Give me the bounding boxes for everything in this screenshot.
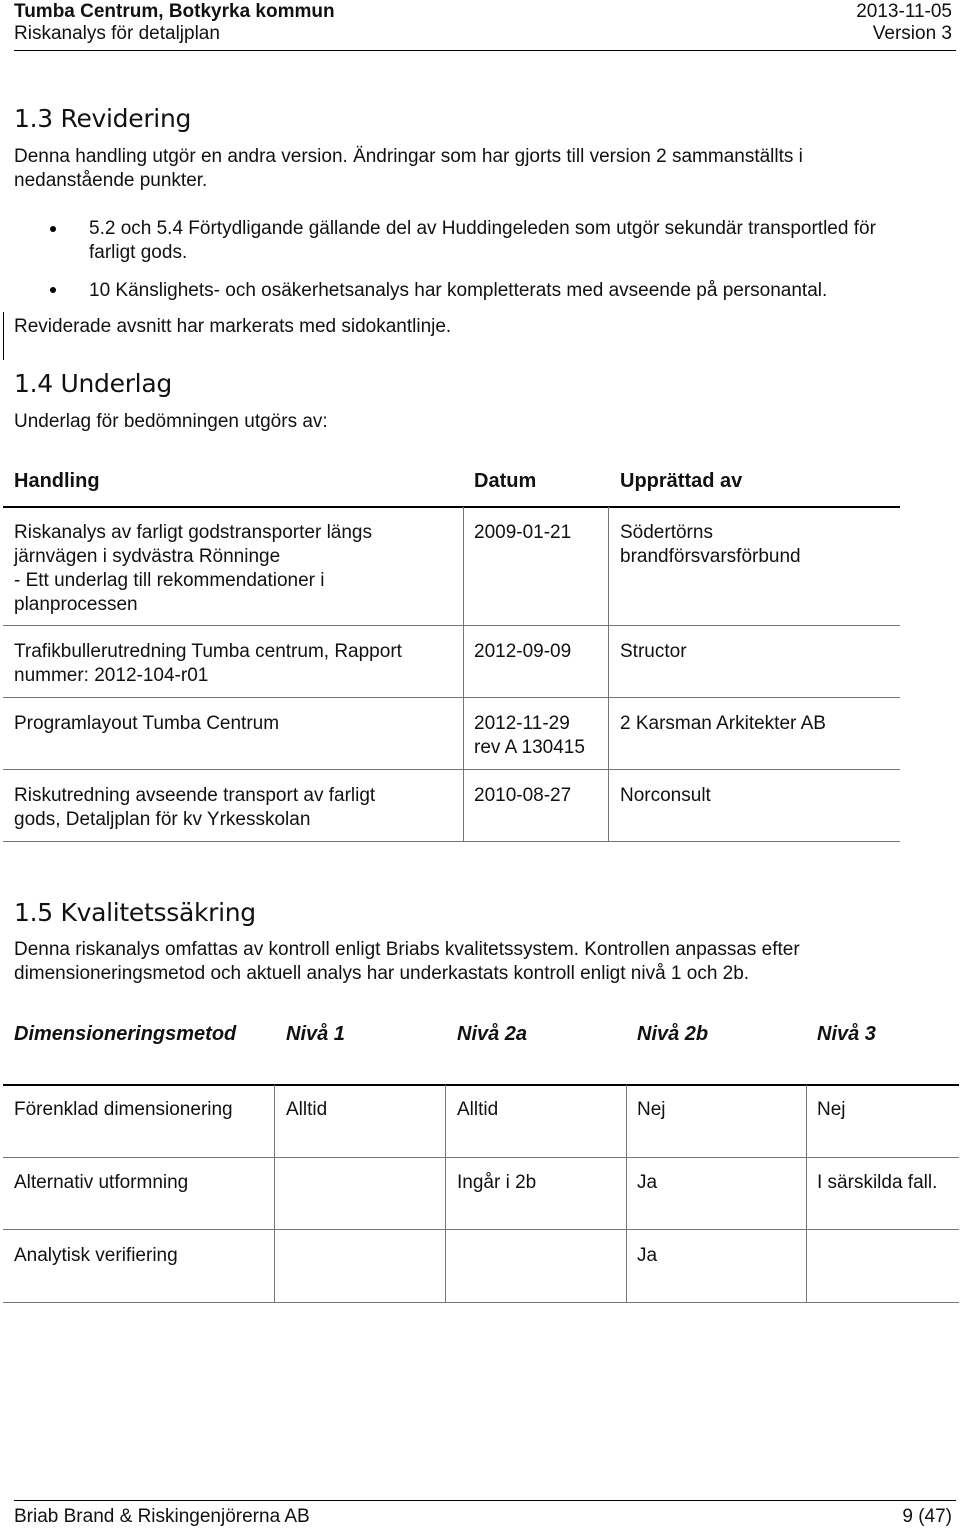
table-cell-upprattad: Södertörns brandförsvarsförbund xyxy=(620,522,801,567)
header-version: Version 3 xyxy=(872,23,952,44)
table-row-divider xyxy=(3,697,900,698)
header-date: 2013-11-05 xyxy=(856,1,952,22)
col-header-datum: Datum xyxy=(474,470,537,492)
table-cell-niva-3: I särskilda fall. xyxy=(817,1172,938,1193)
table-column-divider xyxy=(626,1085,627,1303)
table-cell-datum: 2012-09-09 xyxy=(474,641,572,662)
table-cell-niva-2b: Ja xyxy=(637,1245,658,1266)
col-header-niva-1: Nivå 1 xyxy=(286,1023,345,1045)
table-cell-niva-1: Alltid xyxy=(286,1099,328,1120)
bullet-icon xyxy=(50,287,56,293)
revision-bullet-1-line2: farligt gods. xyxy=(89,242,188,263)
table-row-divider xyxy=(3,1157,959,1158)
table-header-rule xyxy=(3,506,900,508)
col-header-handling: Handling xyxy=(14,470,100,492)
header-org: Tumba Centrum, Botkyrka kommun xyxy=(14,1,335,22)
revision-bullet-2: 10 Känslighets- och osäkerhetsanalys har kompletterats med avseende på personantal. xyxy=(89,280,828,301)
table-row-divider xyxy=(3,1229,959,1230)
table-cell-niva-2b: Nej xyxy=(637,1099,666,1120)
table-cell-method: Alternativ utformning xyxy=(14,1172,189,1193)
table-column-divider xyxy=(608,507,609,842)
table-cell-upprattad: Structor xyxy=(620,641,687,662)
header-rule xyxy=(14,50,956,51)
col-header-niva-2a: Nivå 2a xyxy=(457,1023,528,1045)
kvalitet-text-line1: Denna riskanalys omfattas av kontroll enligt Briabs kvalitetssystem. Kontrollen anpassas efter xyxy=(14,939,800,960)
underlag-intro: Underlag för bedömningen utgörs av: xyxy=(14,411,328,432)
table-row-divider xyxy=(3,625,900,626)
table-cell-niva-2a: Alltid xyxy=(457,1099,499,1120)
table-column-divider xyxy=(445,1085,446,1303)
table-cell-method: Analytisk verifiering xyxy=(14,1245,178,1266)
table-cell-upprattad: 2 Karsman Arkitekter AB xyxy=(620,713,826,734)
section-heading-underlag: 1.4 Underlag xyxy=(14,369,172,398)
table-cell-upprattad: Norconsult xyxy=(620,785,711,806)
table-cell-datum: 2010-08-27 xyxy=(474,785,572,806)
table-cell-niva-3: Nej xyxy=(817,1099,846,1120)
bullet-icon xyxy=(50,226,56,232)
col-header-upprattad: Upprättad av xyxy=(620,470,743,492)
table-column-divider xyxy=(274,1085,275,1303)
table-cell-handling: Riskutredning avseende transport av farligt gods, Detaljplan för kv Yrkesskolan xyxy=(14,785,376,830)
revision-note: Reviderade avsnitt har markerats med sidokantlinje. xyxy=(14,316,452,337)
revision-intro-line1: Denna handling utgör en andra version. Ändringar som har gjorts till version 2 sammanställts i xyxy=(14,146,803,167)
section-heading-revidering: 1.3 Revidering xyxy=(14,104,192,133)
table-column-divider xyxy=(806,1085,807,1303)
table-cell-handling: Trafikbullerutredning Tumba centrum, Rapport nummer: 2012-104-r01 xyxy=(14,641,402,686)
revision-bullet-1-line1: 5.2 och 5.4 Förtydligande gällande del av Huddingeleden som utgör sekundär transportled för xyxy=(89,218,876,239)
footer-rule xyxy=(14,1500,956,1501)
table-header-rule xyxy=(3,1084,959,1086)
kvalitet-text-line2: dimensioneringsmetod och aktuell analys har underkastats kontroll enligt nivå 1 och 2b. xyxy=(14,963,750,984)
section-heading-kvalitetssakring: 1.5 Kvalitetssäkring xyxy=(14,898,256,927)
table-bottom-rule xyxy=(3,841,900,842)
table-cell-handling: Riskanalys av farligt godstransporter längs järnvägen i sydvästra Rönninge - Ett underlag till rekommendationer i planprocessen xyxy=(14,522,373,615)
footer-page-number: 9 (47) xyxy=(902,1506,952,1527)
col-header-niva-2b: Nivå 2b xyxy=(637,1023,709,1045)
table-cell-datum: 2012-11-29 rev A 130415 xyxy=(474,713,585,758)
header-doc-title: Riskanalys för detaljplan xyxy=(14,23,220,44)
revision-sidebar-line xyxy=(3,312,4,360)
col-header-dimensioneringsmetod: Dimensioneringsmetod xyxy=(14,1023,237,1045)
table-cell-method: Förenklad dimensionering xyxy=(14,1099,233,1120)
table-cell-handling: Programlayout Tumba Centrum xyxy=(14,713,280,734)
table-cell-niva-2a: Ingår i 2b xyxy=(457,1172,537,1193)
table-bottom-rule xyxy=(3,1302,959,1303)
table-row-divider xyxy=(3,769,900,770)
table-cell-niva-2b: Ja xyxy=(637,1172,658,1193)
table-column-divider xyxy=(463,507,464,842)
revision-intro-line2: nedanstående punkter. xyxy=(14,170,208,191)
table-cell-datum: 2009-01-21 xyxy=(474,522,572,543)
col-header-niva-3: Nivå 3 xyxy=(817,1023,876,1045)
footer-company: Briab Brand & Riskingenjörerna AB xyxy=(14,1506,310,1527)
